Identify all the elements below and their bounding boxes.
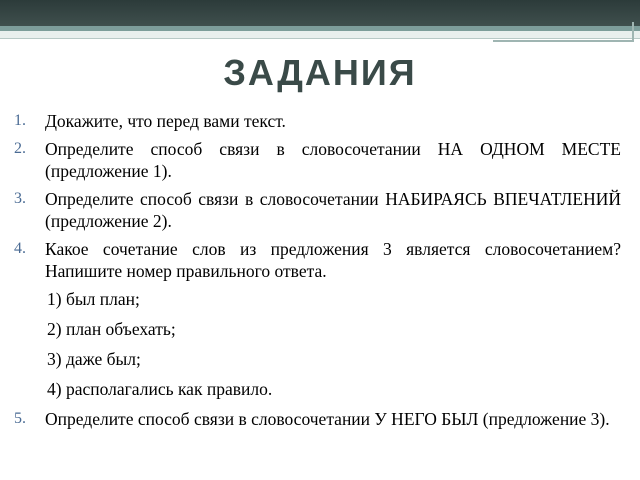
corner-decoration-horizontal — [493, 40, 633, 42]
task-number: 1. — [14, 112, 26, 129]
task-list — [14, 110, 621, 436]
slide-title: ЗАДАНИЯ — [223, 52, 417, 93]
task-item — [14, 138, 621, 182]
answer-option: 4) располагались как правило. — [47, 379, 273, 399]
answer-option: 2) план объехать; — [47, 319, 176, 339]
task-text: Определите способ связи в словосочетании У НЕГО БЫЛ (предложение 3). — [45, 409, 610, 429]
task-text: Какое сочетание слов из предложения 3 является словосочетанием? Напишите номер правильного ответа. — [45, 239, 621, 281]
task-item — [14, 408, 621, 430]
answer-option: 3) даже был; — [47, 349, 141, 369]
task-item — [14, 110, 621, 132]
task-number: 5. — [14, 410, 26, 427]
task-item — [14, 188, 621, 232]
task-number: 4. — [14, 240, 26, 257]
task-text: Докажите, что перед вами текст. — [45, 111, 286, 131]
header-line — [0, 31, 640, 39]
task-item — [14, 238, 621, 282]
header-band — [0, 0, 640, 26]
task-number: 2. — [14, 140, 26, 157]
answer-option: 1) был план; — [47, 289, 140, 309]
task-number: 3. — [14, 190, 26, 207]
task-text: Определите способ связи в словосочетании НА ОДНОМ МЕСТЕ (предложение 1). — [45, 139, 621, 181]
task-text: Определите способ связи в словосочетании НАБИРАЯСЬ ВПЕЧАТЛЕНИЙ (предложение 2). — [45, 189, 621, 231]
corner-decoration-vertical — [632, 22, 634, 42]
